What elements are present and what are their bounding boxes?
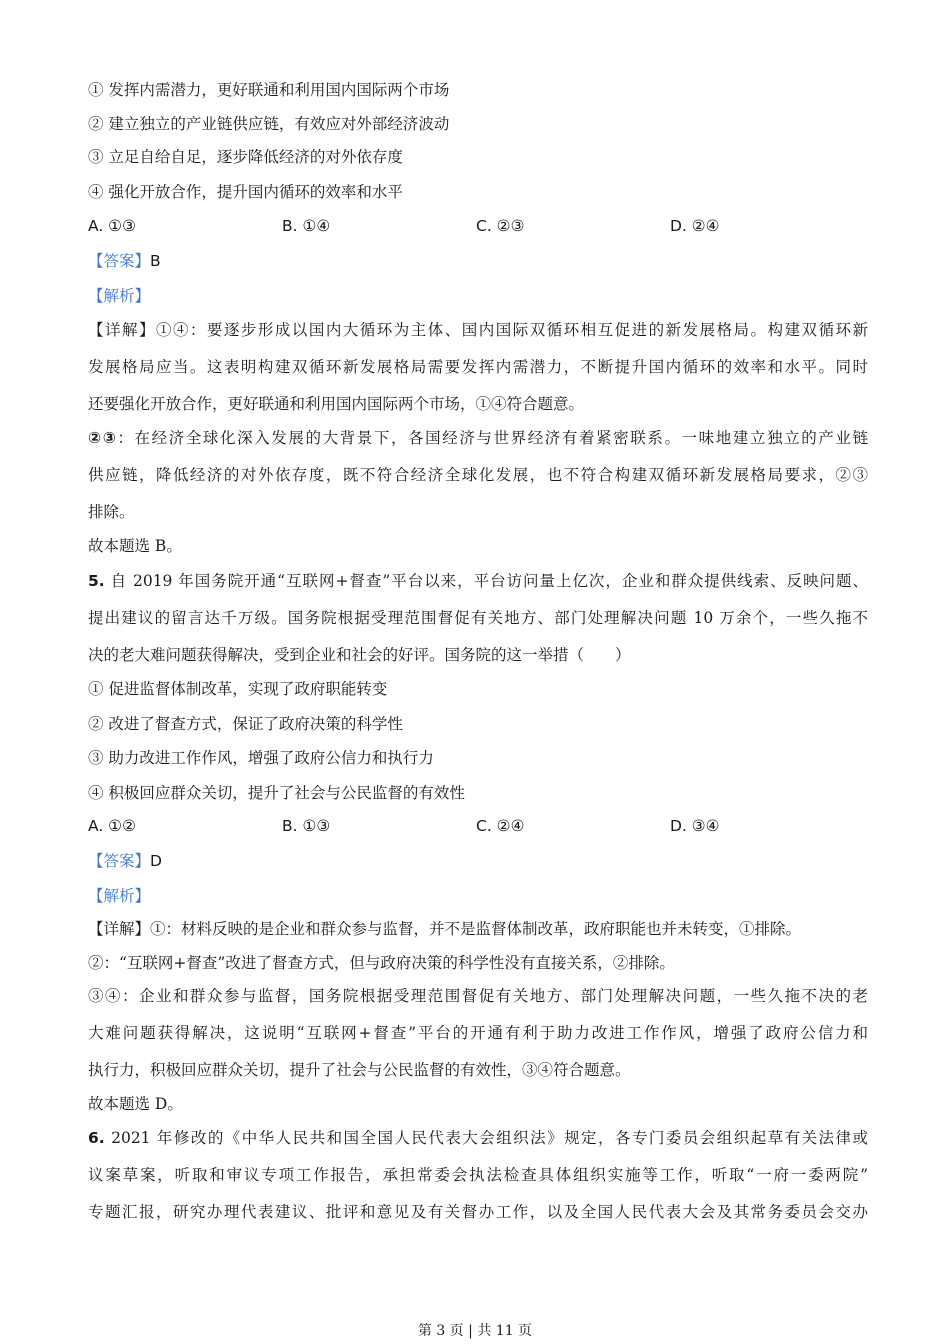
q5-answer bbox=[88, 851, 868, 871]
q5-detail-line-5: 执行力，积极回应群众关切，提升了社会与公民监督的有效性，③④符合题意。 bbox=[88, 1061, 631, 1079]
q4-option-4: ④ 强化开放合作，提升国内循环的效率和水平 bbox=[88, 183, 403, 201]
q4-detail-line-3: 还要强化开放合作，更好联通和利用国内国际两个市场，①④符合题意。 bbox=[88, 395, 585, 413]
page-footer: 第 3 页 | 共 11 页 bbox=[417, 1323, 533, 1339]
q5-option-3: ③ 助力改进工作作风，增强了政府公信力和执行力 bbox=[88, 749, 434, 767]
q4-choice-a: A. ①③ bbox=[88, 217, 136, 235]
q5-detail-line-3: ③④：企业和群众参与监督，国务院根据受理范围督促有关地方、部门处理解决问题，一些久拖不决的老 bbox=[88, 987, 868, 1005]
analysis-tag: 【解析】 bbox=[88, 887, 151, 905]
q6-stem-text: 2021 年修改的《中华人民共和国全国人民代表大会组织法》规定，各专门委员会组织起草有关法律或 bbox=[111, 1129, 868, 1147]
q5-stem-line-2: 提出建议的留言达千万级。国务院根据受理范围督促有关地方、部门处理解决问题 10 万余个，一些久拖不 bbox=[88, 609, 868, 627]
q5-option-2: ② 改进了督查方式，保证了政府决策的科学性 bbox=[88, 715, 403, 733]
detail-text: ①④：要逐步形成以国内大循环为主体、国内国际双循环相互促进的新发展格局。构建双循环新 bbox=[155, 321, 868, 339]
answer-tag: 【答案】 bbox=[88, 252, 151, 270]
q5-choice-a: A. ①② bbox=[88, 817, 136, 835]
q5-conclusion: 故本题选 D。 bbox=[88, 1095, 183, 1113]
q5-analysis-tag bbox=[88, 886, 868, 906]
q4-choice-d: D. ②④ bbox=[670, 217, 720, 235]
q4-detail-line-1 bbox=[88, 320, 868, 340]
q5-stem-line-1 bbox=[88, 571, 868, 591]
q4-analysis-tag bbox=[88, 286, 868, 306]
q5-number: 5. bbox=[88, 572, 105, 590]
detail-tag: 【详解】 bbox=[88, 920, 151, 938]
q4-option-3: ③ 立足自给自足，逐步降低经济的对外依存度 bbox=[88, 148, 403, 166]
analysis-tag: 【解析】 bbox=[88, 287, 151, 305]
q6-stem-line-3: 专题汇报，研究办理代表建议、批评和意见及有关督办工作，以及全国人民代表大会及其常务委员会交办 bbox=[88, 1203, 868, 1221]
q5-choice-d: D. ③④ bbox=[670, 817, 720, 835]
detail2-label: ②③ bbox=[88, 429, 118, 447]
q5-option-4: ④ 积极回应群众关切，提升了社会与公民监督的有效性 bbox=[88, 784, 465, 802]
answer-value: D bbox=[150, 852, 162, 870]
q6-stem-line-2: 议案草案，听取和审议专项工作报告，承担常委会执法检查具体组织实施等工作，听取“一府一委两院” bbox=[88, 1166, 868, 1184]
detail-text: ①：材料反映的是企业和群众参与监督，并不是监督体制改革，政府职能也并未转变，①排除。 bbox=[150, 920, 802, 938]
q4-choice-b: B. ①④ bbox=[282, 217, 331, 235]
q5-stem-text: 自 2019 年国务院开通“互联网+督查”平台以来，平台访问量上亿次，企业和群众提供线索、反映问题、 bbox=[110, 572, 868, 590]
q4-detail2-line-1 bbox=[88, 428, 868, 448]
q5-detail-line-1 bbox=[88, 919, 868, 939]
q5-option-1: ① 促进监督体制改革，实现了政府职能转变 bbox=[88, 680, 388, 698]
q4-detail2-line-3: 排除。 bbox=[88, 503, 135, 521]
q5-choice-c: C. ②④ bbox=[476, 817, 525, 835]
q5-stem-line-3: 决的老大难问题获得解决，受到企业和社会的好评。国务院的这一举措（ ） bbox=[88, 646, 631, 664]
q5-choice-b: B. ①③ bbox=[282, 817, 331, 835]
q5-detail-line-4: 大难问题获得解决，这说明“互联网+督查”平台的开通有利于助力改进工作作风，增强了政府公信力和 bbox=[88, 1024, 868, 1042]
q4-detail-line-2: 发展格局应当。这表明构建双循环新发展格局需要发挥内需潜力，不断提升国内循环的效率和水平。同时 bbox=[88, 358, 868, 376]
detail-tag: 【详解】 bbox=[88, 321, 156, 339]
detail2-text: ：在经济全球化深入发展的大背景下，各国经济与世界经济有着紧密联系。一味地建立独立的产业链 bbox=[117, 429, 868, 447]
q4-conclusion: 故本题选 B。 bbox=[88, 537, 182, 555]
q4-answer bbox=[88, 251, 868, 271]
q6-number: 6. bbox=[88, 1129, 105, 1147]
answer-tag: 【答案】 bbox=[88, 852, 151, 870]
q4-choice-c: C. ②③ bbox=[476, 217, 525, 235]
q5-detail-line-2: ②：“互联网+督查”改进了督查方式，但与政府决策的科学性没有直接关系，②排除。 bbox=[88, 954, 675, 972]
q4-option-1: ① 发挥内需潜力，更好联通和利用国内国际两个市场 bbox=[88, 81, 450, 99]
q4-option-2: ② 建立独立的产业链供应链，有效应对外部经济波动 bbox=[88, 115, 450, 133]
answer-value: B bbox=[150, 252, 161, 270]
q6-stem-line-1 bbox=[88, 1128, 868, 1148]
q4-detail2-line-2: 供应链，降低经济的对外依存度，既不符合经济全球化发展，也不符合构建双循环新发展格局要求，②③ bbox=[88, 466, 868, 484]
